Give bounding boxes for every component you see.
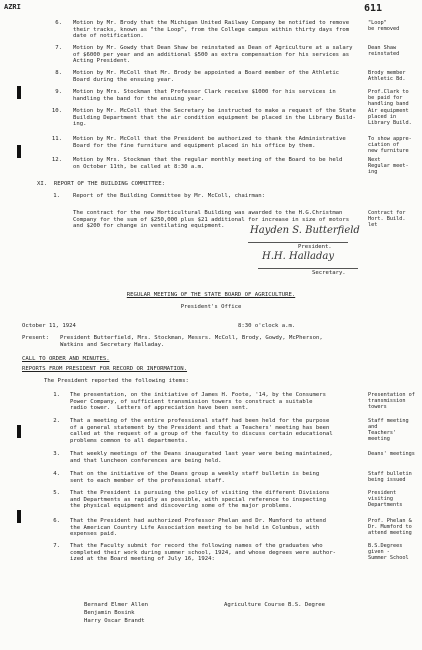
margin-note: Contract for Hort. Build. let [368,210,406,228]
margin-note: To show appre- ciation of new furniture [368,136,412,154]
item-text: The presentation, on the initiative of James H. Foote, '14, by the Consumers Power Company, of sufficient transmission towers to construct a suitable radio tower. Letters of appreciation have been sent. [70,392,326,412]
meeting-time: 8:30 o'clock a.m. [238,323,296,329]
binder-mark [17,86,21,99]
item-number: 5. [53,490,60,496]
secretary-title: Secretary. [312,270,346,276]
section-heading: XI. REPORT OF THE BUILDING COMMITTEE: [37,181,165,187]
item-text: Motion by Mr. McColl that the Secretary be instructed to make a request of the State Building Department that the air condition equipment be placed in the Library Build- ing. [73,108,356,128]
item-number: 7. [55,45,62,51]
item-number: 2. [53,418,60,424]
reports-heading: REPORTS FROM PRESIDENT FOR RECORD OR INFORMATION. [22,366,188,372]
item-number: 3. [53,451,60,457]
graduate-name: Harry Oscar Brandt [84,618,145,624]
president-title: President. [298,244,332,250]
graduate-course: Agriculture Course B.S. Degree [224,602,326,608]
margin-note: Next Regular meet- ing [368,157,409,175]
item-text: Motion by Mr. McColl that the President be authorized to thank the Administrative Board for the fine furniture and equipment placed in his office by them. [73,136,346,149]
secretary-signature: H.H. Halladay [262,251,335,262]
margin-note: Staff bulletin being issued [368,471,412,483]
item-text: That on the initiative of the Deans group a weekly staff bulletin is being sent to each member of the professional staff. [70,471,320,484]
binder-mark [17,425,21,438]
item-number: 6. [53,518,60,524]
item-number: 9. [55,89,62,95]
present-label: Present: [22,335,49,341]
margin-note: Deans' meetings [368,451,415,457]
present-list: President Butterfield, Mrs. Stockman, Messrs. McColl, Brody, Gowdy, McPherson, Watkins and Secretary Halladay. [60,335,323,348]
meeting-date: October 11, 1924 [22,323,76,329]
item-text: Motion by Mrs. Stockman that the regular monthly meeting of the Board to be held on October 11th, be called at 8:30 a.m. [73,157,343,170]
item-number: 11. [51,136,62,142]
item-text: That the Faculty submit for record the following names of the graduates who completed their work during summer school, 1924, and whose degrees were author- ized at the Board meeting of July 16, 1924: [70,543,337,563]
contract-text: The contract for the new Horticultural Building was awarded to the H.G.Christman Company for the sum of $250,000 plus $21 additional for increase in size of motors and $200 for change in ventilating equipment. [73,210,350,230]
item-number: 12. [51,157,62,163]
margin-note: Prof.Clark to be paid for handling band [368,89,409,107]
graduate-name: Bernard Elmer Allen [84,602,148,608]
president-signature: Hayden S. Butterfield [250,225,360,236]
item-number: 8. [55,70,62,76]
committee-report: Report of the Building Committee by Mr. McColl, chairman: [73,193,265,199]
item-number: 1. [53,392,60,398]
margin-note: Dean Shaw reinstated [368,45,400,57]
item-text: Motion by Mrs. Stockman that Professor Clark receive $1000 for his services in handling the band for the ensuing year. [73,89,336,102]
meeting-place: President's Office [180,304,242,310]
margin-note: Air equipment placed in Library Build. [368,108,412,126]
margin-note: Prof. Phelan & Dr. Mumford to attend meeting [368,518,412,536]
call-to-order: CALL TO ORDER AND MINUTES. [22,356,110,362]
item-text: Motion by Mr. McColl that Mr. Brody be appointed a Board member of the Athletic Board during the ensuing year. [73,70,340,83]
page-label: AZRI [4,3,21,11]
margin-note: Presentation of transmission towers [368,392,415,410]
margin-note: President visiting Departments [368,490,403,508]
margin-note: Staff meeting and Teachers' meeting [368,418,409,442]
item-text: Motion by Mr. Brody that the Michigan United Railway Company be notified to remove their tracks, known as "the Loop", from the College campus within thirty days from date of notification. [73,20,350,40]
margin-note: B.S.Degrees given - Summer School [368,543,409,561]
item-text: That a meeting of the entire professional staff had been held for the purpose of a general statement by the President and that a Teachers' meeting has been called at the request of a group of the faculty to discuss certain educational problems common to all departments. [70,418,333,444]
meeting-title: REGULAR MEETING OF THE STATE BOARD OF AGRICULTURE. [126,292,296,298]
margin-note: Brody member Athletic Bd. [368,70,406,82]
signature-line [248,242,348,243]
item-number: 10. [51,108,62,114]
graduate-name: Benjamin Bosink [84,610,135,616]
item-text: That the President is pursuing the policy of visiting the different Divisions and Departments as rapidly as possible, with special reference to inspecting the physical equipment and discovering some of the major problems. [70,490,330,510]
page-number: 611 [363,3,382,14]
item-text: That weekly meetings of the Deans inaugurated last year were being maintained, and that luncheon conferences are being held. [70,451,333,464]
item-number: 1. [53,193,60,199]
binder-mark [17,145,21,158]
signature-line [258,268,358,269]
item-number: 4. [53,471,60,477]
reports-intro: The President reported the following items: [44,378,189,384]
item-text: That the President had authorized Professor Phelan and Dr. Mumford to attend the American Country Life Association meeting to be held in Columbus, with expenses paid. [70,518,326,538]
binder-mark [17,510,21,523]
margin-note: "Loop" be removed [368,20,400,32]
item-text: Motion by Mr. Gowdy that Dean Shaw be reinstated as Dean of Agriculture at a salary of $6000 per year and an additional $500 as extra compensation for his services as Acting President. [73,45,353,65]
item-number: 7. [53,543,60,549]
item-number: 6. [55,20,62,26]
